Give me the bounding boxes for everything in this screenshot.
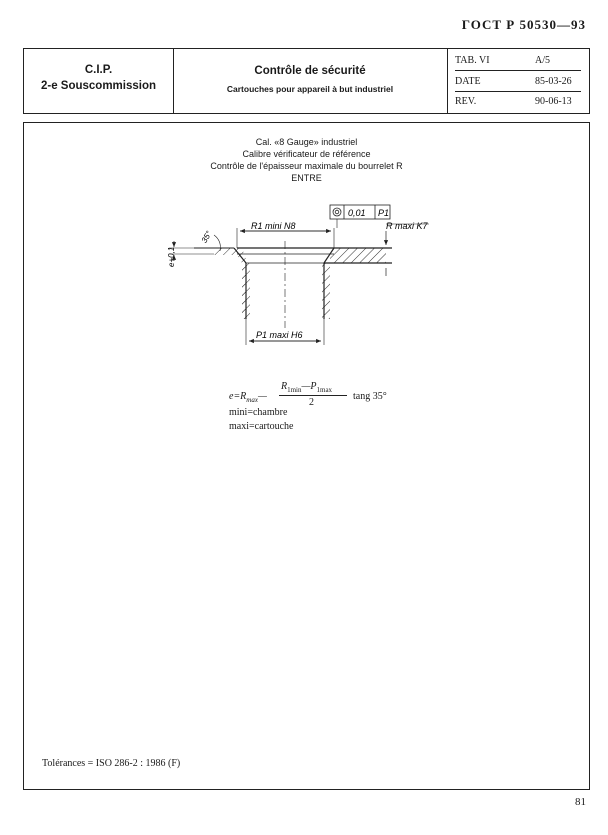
formula-lhs: $e=R_{max}—$ — [229, 391, 267, 404]
header-title-cell — [173, 49, 448, 113]
dim-r1-mini: R1 mini N8 — [251, 221, 296, 231]
formula-numerator: $R_{1min}—P_{1max}$ — [281, 381, 333, 394]
tolerance-value: 0,01 — [348, 208, 366, 218]
rev-row — [455, 93, 581, 111]
org-name: C.I.P. — [84, 64, 113, 76]
date-label: DATE — [455, 76, 481, 87]
dim-e: e+0,1 — [167, 246, 176, 267]
caption-line-3: Contrôle de l'épaisseur maximale du bourrelet R — [210, 161, 403, 171]
rev-value: 90-06-13 — [535, 96, 572, 107]
dim-p1-maxi: P1 maxi H6 — [256, 330, 303, 340]
angle-label: 35° — [199, 229, 214, 245]
caption-line-1: Cal. «8 Gauge» industriel — [255, 137, 358, 147]
header-table — [23, 48, 590, 114]
fraction-bar — [279, 395, 347, 396]
definition-maxi: maxi=cartouche — [229, 421, 294, 432]
dim-r-maxi: R maxi K7 — [386, 221, 428, 231]
rev-label: REV. — [455, 96, 477, 107]
formula-denominator: 2 — [309, 397, 314, 408]
gauge-drawing — [24, 123, 591, 791]
date-value: 85-03-26 — [535, 76, 572, 87]
gauge-body — [194, 241, 392, 328]
tab-row — [455, 52, 581, 71]
caption-line-4: ENTRE — [291, 173, 322, 183]
header-org-cell — [24, 49, 174, 113]
drawing-frame — [23, 122, 590, 790]
document-title: Contrôle de sécurité — [254, 65, 366, 77]
tab-label: TAB. VI — [455, 55, 490, 66]
page-number: 81 — [575, 796, 586, 808]
caption-line-2: Calibre vérificateur de référence — [242, 149, 371, 159]
tolerances-note: Tolérances = ISO 286-2 : 1986 (F) — [42, 758, 181, 769]
date-row — [455, 73, 581, 92]
tolerance-datum: P1 — [378, 208, 390, 218]
tab-value: A/5 — [535, 55, 550, 66]
formula-tang: tang 35° — [353, 391, 387, 402]
definition-mini: mini=chambre — [229, 407, 288, 418]
header-meta-cell — [447, 49, 589, 113]
subcommission: 2-e Souscommission — [40, 80, 157, 92]
standard-number: ГОСТ Р 50530—93 — [461, 17, 586, 32]
document-subtitle: Cartouches pour appareil à but industriel — [226, 84, 394, 94]
